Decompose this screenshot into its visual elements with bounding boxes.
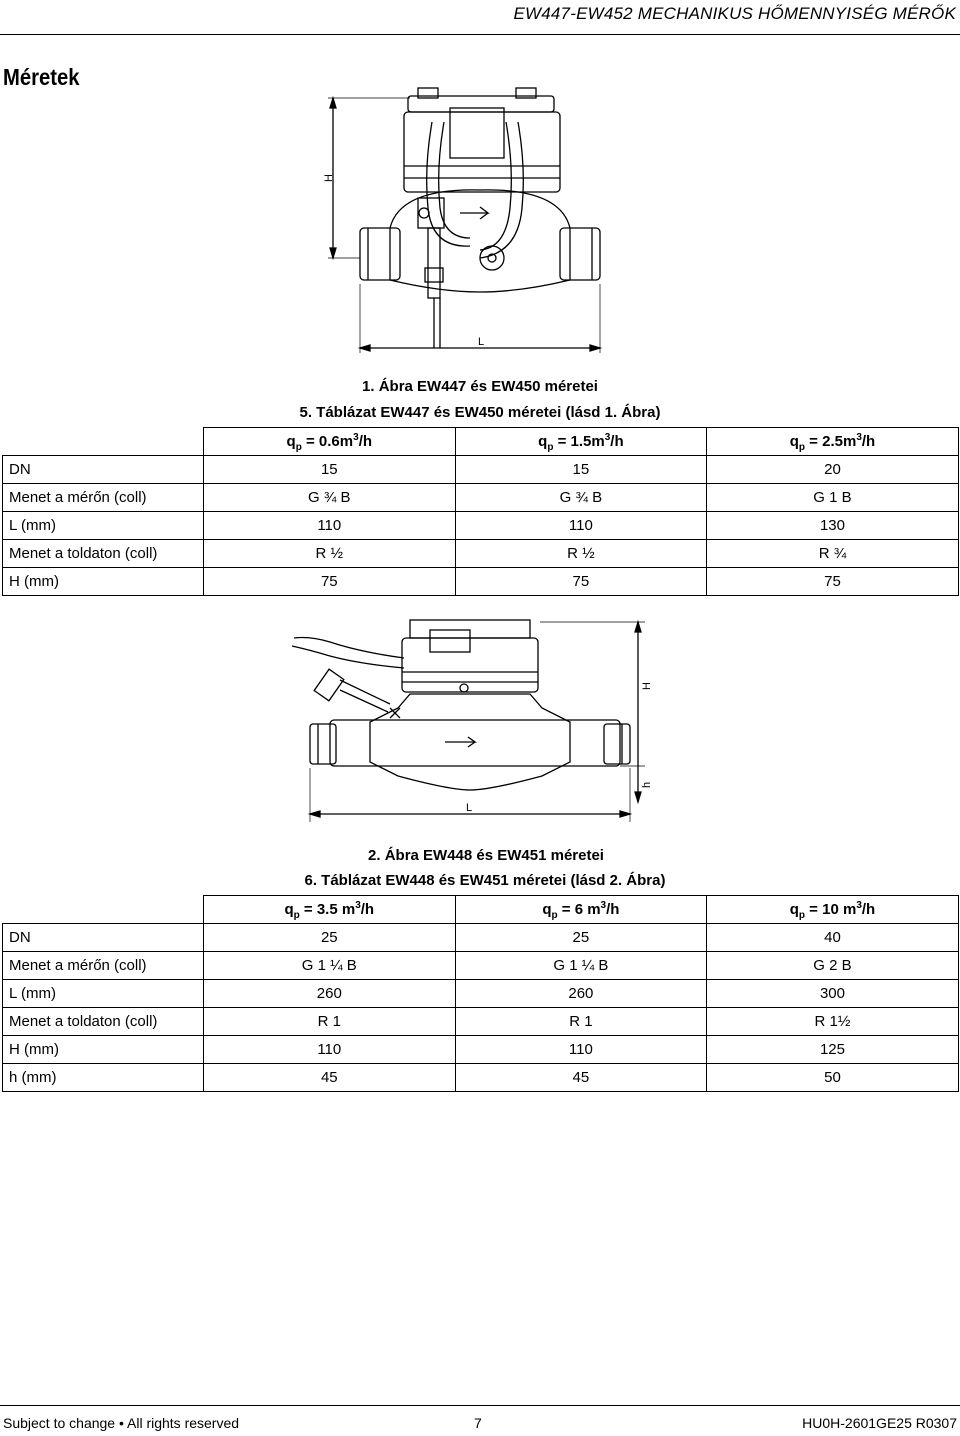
table-cell: 300: [707, 980, 959, 1008]
table-cell: G 1 ¼ B: [455, 952, 707, 980]
table-row: [3, 1036, 959, 1064]
dim-label-h: H: [323, 174, 335, 182]
table-row: [3, 484, 959, 512]
table-cell: 260: [455, 980, 707, 1008]
dim-label-l: L: [478, 336, 485, 348]
table-1-header-blank: [3, 428, 204, 456]
table-cell: 25: [455, 924, 707, 952]
table-cell: G 2 B: [707, 952, 959, 980]
table-cell: R 1: [204, 1008, 456, 1036]
table-cell: R 1: [455, 1008, 707, 1036]
table-cell: 75: [204, 568, 456, 596]
dimensions-table-1: [2, 427, 959, 596]
table-cell: 110: [455, 1036, 707, 1064]
table-cell: 125: [707, 1036, 959, 1064]
table-row: [3, 1008, 959, 1036]
table-cell: R ½: [455, 540, 707, 568]
table-cell: R 1½: [707, 1008, 959, 1036]
table-row: [3, 980, 959, 1008]
table-cell: 15: [204, 456, 456, 484]
row-label: DN: [3, 924, 204, 952]
table-2-caption: 6. Táblázat EW448 és EW451 méretei (lásd 2. Ábra): [304, 872, 666, 889]
table-cell: 40: [707, 924, 959, 952]
table-cell: 45: [455, 1064, 707, 1092]
table-row: [3, 512, 959, 540]
table-cell: 260: [204, 980, 456, 1008]
table-cell: 25: [204, 924, 456, 952]
table-1-flow-header: $q_p = 1.5m^3/h$: [455, 428, 707, 456]
dimensions-table-2: [2, 895, 959, 1092]
figure-1-caption: 1. Ábra EW447 és EW450 méretei: [362, 378, 598, 395]
section-title: Méretek: [3, 64, 80, 90]
row-label: L (mm): [3, 512, 204, 540]
table-cell: 130: [707, 512, 959, 540]
document-title: EW447-EW452 MECHANIKUS HŐMENNYISÉG MÉRŐK: [513, 4, 956, 23]
table-cell: G 1 ¼ B: [204, 952, 456, 980]
row-label: L (mm): [3, 980, 204, 1008]
table-row: [3, 540, 959, 568]
table-cell: 75: [707, 568, 959, 596]
row-label: Menet a mérőn (coll): [3, 484, 204, 512]
table-row: [3, 952, 959, 980]
table-cell: 110: [455, 512, 707, 540]
table-2-flow-header: $q_p = 3.5$ $m^3/h$: [204, 896, 456, 924]
table-2-header-blank: [3, 896, 204, 924]
table-row: [3, 456, 959, 484]
figure-2-drawing: [280, 612, 660, 828]
row-label: Menet a mérőn (coll): [3, 952, 204, 980]
table-cell: 50: [707, 1064, 959, 1092]
figure-1-drawing: [320, 78, 610, 360]
footer-notice: Subject to change • All rights reserved: [3, 1415, 240, 1431]
table-cell: G ¾ B: [455, 484, 707, 512]
table-cell: 110: [204, 1036, 456, 1064]
dim-label-l: L: [466, 802, 473, 814]
table-2-header-row: [3, 896, 959, 924]
table-cell: 15: [455, 456, 707, 484]
table-row: [3, 568, 959, 596]
table-row: [3, 924, 959, 952]
table-2-flow-header: $q_p = 6$ $m^3/h$: [455, 896, 707, 924]
row-label: Menet a toldaton (coll): [3, 540, 204, 568]
table-cell: R ¾: [707, 540, 959, 568]
row-label: DN: [3, 456, 204, 484]
table-cell: 45: [204, 1064, 456, 1092]
page-number: 7: [474, 1415, 482, 1431]
table-cell: G 1 B: [707, 484, 959, 512]
table-cell: 110: [204, 512, 456, 540]
page-header: [0, 0, 960, 35]
row-label: Menet a toldaton (coll): [3, 1008, 204, 1036]
table-cell: 75: [455, 568, 707, 596]
dim-label-h: H: [641, 682, 653, 690]
table-1-flow-header: $q_p = 2.5m^3/h$: [707, 428, 959, 456]
dim-label-h-small: h: [641, 781, 653, 788]
table-1-caption: 5. Táblázat EW447 és EW450 méretei (lásd 1. Ábra): [299, 404, 661, 421]
table-2-flow-header: $q_p = 10$ $m^3/h$: [707, 896, 959, 924]
row-label: H (mm): [3, 568, 204, 596]
table-cell: R ½: [204, 540, 456, 568]
row-label: H (mm): [3, 1036, 204, 1064]
document-code: HU0H-2601GE25 R0307: [802, 1415, 957, 1431]
table-1-header-row: [3, 428, 959, 456]
row-label: h (mm): [3, 1064, 204, 1092]
page-footer: [0, 1405, 960, 1436]
table-cell: G ¾ B: [204, 484, 456, 512]
table-cell: 20: [707, 456, 959, 484]
table-1-flow-header: $q_p = 0.6m^3/h$: [204, 428, 456, 456]
figure-2-caption: 2. Ábra EW448 és EW451 méretei: [368, 847, 604, 864]
table-row: [3, 1064, 959, 1092]
